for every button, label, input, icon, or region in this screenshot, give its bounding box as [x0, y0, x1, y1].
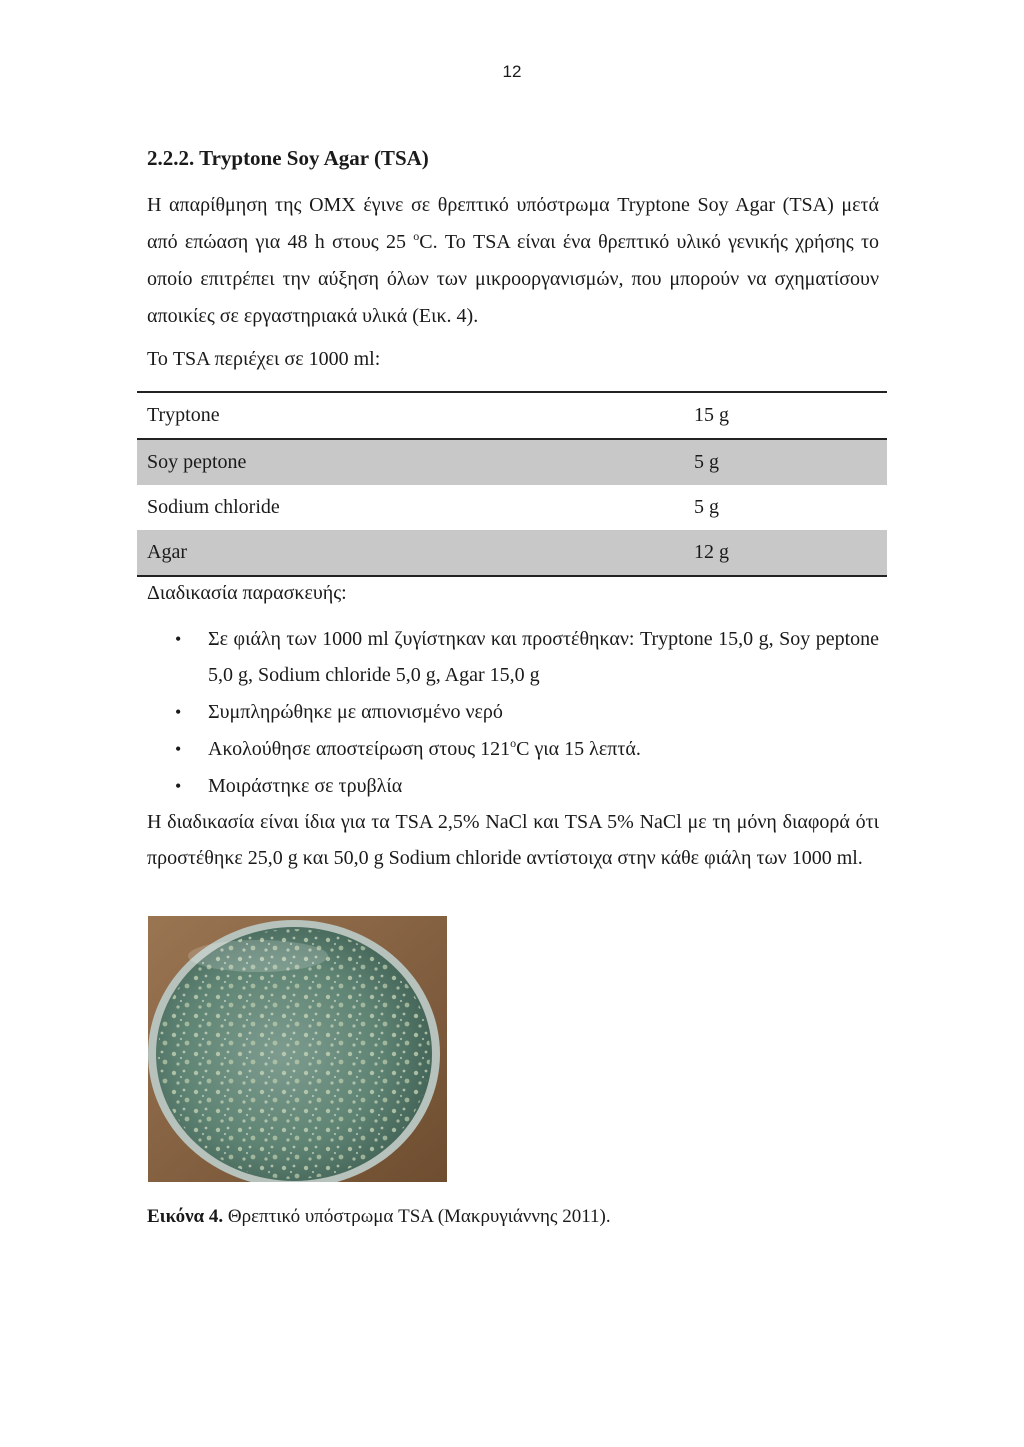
- intro-text-a: Η απαρίθμηση της ΟΜΧ έγινε σε θρεπτικό υπόστρωμα Tryptone Soy Agar (TSA) μετά από επώαση για 48 h στους 25: [147, 194, 879, 253]
- bullet-icon: •: [175, 739, 182, 759]
- page-number: 12: [502, 62, 522, 81]
- intro-paragraph: [147, 187, 879, 335]
- amount-cell: 5 g: [694, 496, 719, 518]
- bullet-icon: •: [175, 629, 182, 649]
- degree-superscript: o: [413, 229, 420, 243]
- bullet-icon: •: [175, 776, 182, 796]
- ingredient-cell: Tryptone: [137, 392, 694, 439]
- caption-label: Εικόνα 4.: [147, 1206, 224, 1227]
- table-row: [137, 485, 887, 530]
- list-item: [147, 768, 879, 804]
- bullet-icon: •: [175, 702, 182, 722]
- step-text: Μοιράστηκε σε τρυβλία: [208, 775, 403, 797]
- procedure-label: Διαδικασία παρασκευής:: [147, 582, 347, 604]
- intro-text-b: C. Το TSA είναι ένα θρεπτικό υλικό γενικής χρήσης το οποίο επιτρέπει την αύξηση όλων των μικροοργανισμών, που μπορούν να σχηματίσουν αποικίες σε εργαστηριακά υλικά (Εικ. 4).: [147, 231, 879, 327]
- step-text: Σε φιάλη των 1000 ml ζυγίστηκαν και προστέθηκαν: Tryptone 15,0 g, Soy peptone 5,0 g, Sodium chloride 5,0 g, Agar 15,0 g: [208, 628, 879, 686]
- table-row: [137, 392, 887, 439]
- table-row: [137, 439, 887, 485]
- figure-caption: [147, 1203, 611, 1231]
- list-item: [147, 621, 879, 693]
- list-item: [147, 694, 879, 730]
- section-body: [147, 143, 879, 378]
- ingredient-cell: Soy peptone: [137, 439, 694, 485]
- composition-intro: Το TSA περιέχει σε 1000 ml:: [147, 348, 381, 370]
- table-row: [137, 530, 887, 576]
- petri-dish-image: [148, 916, 447, 1182]
- ingredient-cell: Agar: [137, 530, 694, 576]
- list-item: [147, 731, 879, 767]
- amount-cell: 5 g: [694, 439, 887, 485]
- step-text: C για 15 λεπτά.: [516, 738, 641, 760]
- dish-glare: [188, 940, 328, 972]
- petri-dish-photo: [148, 916, 447, 1182]
- section-heading: 2.2.2. Tryptone Soy Agar (TSA): [147, 146, 429, 170]
- degree-superscript: o: [510, 736, 517, 750]
- step-text: Συμπληρώθηκε με απιονισμένο νερό: [208, 701, 503, 723]
- amount-cell: 12 g: [694, 530, 887, 576]
- step-text: Ακολούθησε αποστείρωση στους 121: [208, 738, 511, 760]
- procedure-steps: [147, 621, 879, 805]
- ingredient-cell: Sodium chloride: [147, 496, 280, 518]
- composition-table: [137, 391, 887, 577]
- closing-paragraph: Η διαδικασία είναι ίδια για τα TSA 2,5% NaCl και TSA 5% NaCl με τη μόνη διαφορά ότι προστέθηκε 25,0 g και 50,0 g Sodium chloride αντίστοιχα στην κάθε φιάλη των 1000 ml.: [147, 811, 879, 869]
- caption-text: Θρεπτικό υπόστρωμα TSA (Μακρυγιάννης 2011).: [223, 1206, 611, 1227]
- amount-cell: 15 g: [694, 392, 887, 439]
